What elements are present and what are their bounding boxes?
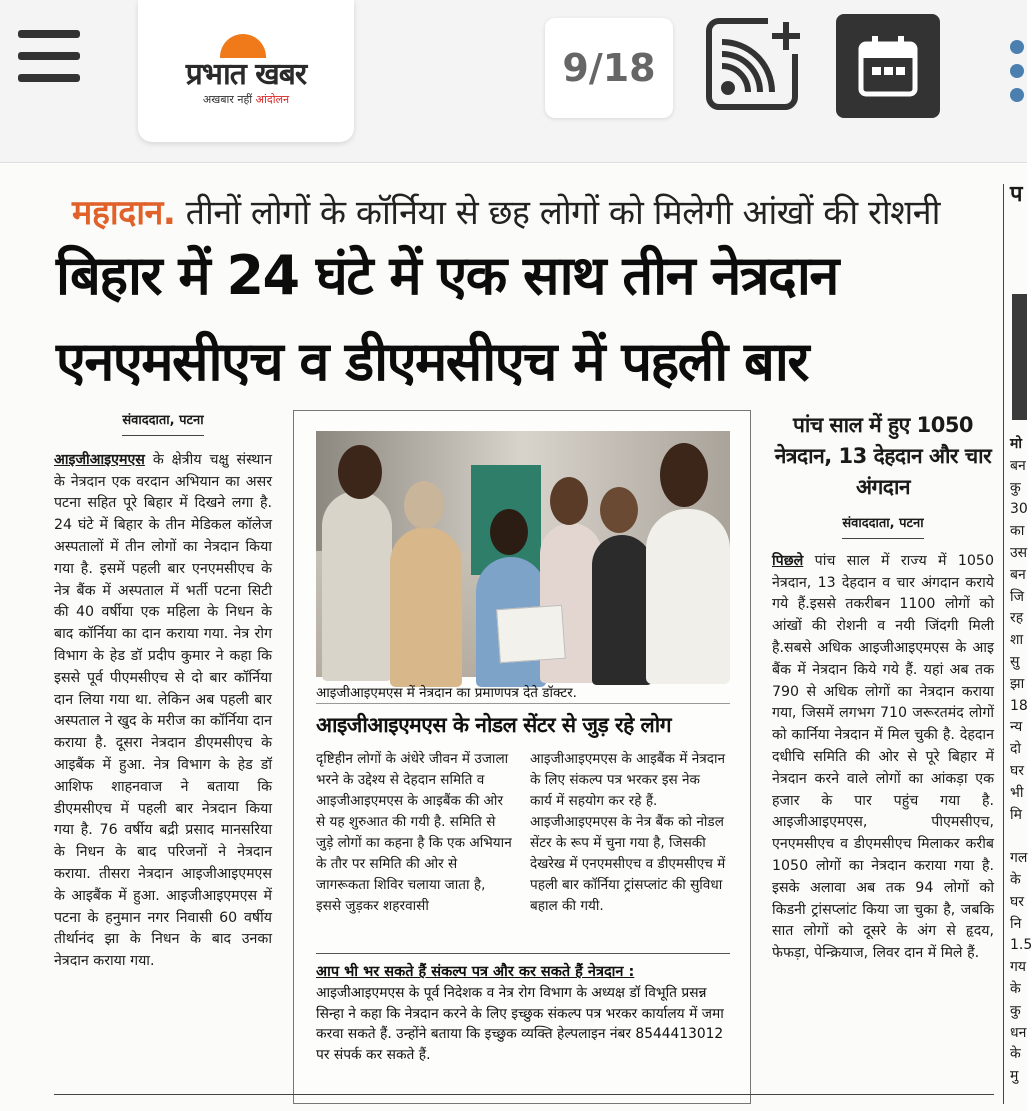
calendar-icon xyxy=(858,35,918,97)
article-kicker xyxy=(72,188,992,234)
bottom-divider xyxy=(54,1094,994,1095)
edge-line: मो xyxy=(1010,436,1022,452)
page-counter[interactable]: 9/18 xyxy=(545,18,673,118)
edge-line: 18 xyxy=(1010,697,1028,714)
logo-tagline: अखबार नहीं आंदोलन xyxy=(202,93,290,106)
edge-line: भी xyxy=(1010,784,1024,801)
edge-line: गल xyxy=(1010,850,1028,867)
column-divider xyxy=(1003,184,1004,1104)
edge-line: के xyxy=(1010,871,1021,888)
edge-line: दो xyxy=(1010,741,1022,758)
certificate xyxy=(496,605,566,663)
box-subheading: आइजीआइएमएस के नोडल सेंटर से जुड़ रहे लोग xyxy=(316,713,672,737)
appeal-body: आइजीआइएमएस के पूर्व निदेशक व नेत्र रोग विभाग के अध्यक्ष डॉ विभूति प्रसन्न सिन्हा ने कहा कि नेत्रदान करने के लिए इच्छुक संकल्प पत्र भरकर कार्यालय में जमा करवा सकते हैं. उन्होंने बताया कि इच्छुक व्यक्ति हेल्पलाइन नंबर 8544413012 पर संपर्क कर सकते हैं. xyxy=(316,985,724,1063)
edge-line: के xyxy=(1010,1046,1021,1063)
right-heading: पांच साल में हुए 1050 नेत्रदान, 13 देहदान और चार अंगदान xyxy=(774,413,992,499)
calendar-button[interactable] xyxy=(836,14,940,118)
article-photo[interactable] xyxy=(316,431,730,677)
edge-line: का xyxy=(1010,523,1025,540)
app-toolbar xyxy=(0,0,1027,163)
appeal-title: आप भी भर सकते हैं संकल्प पत्र और कर सकते हैं नेत्रदान : xyxy=(316,964,635,980)
edge-line: कु xyxy=(1010,1002,1021,1019)
edge-line: सु xyxy=(1010,653,1020,670)
box-divider xyxy=(316,953,730,954)
edge-column-fragment xyxy=(1010,434,1032,1088)
edge-line: बन xyxy=(1010,566,1026,583)
headline-line-2: एनएमसीएच व डीएमसीएच में पहली बार xyxy=(56,330,808,393)
edge-line: मु xyxy=(1010,1068,1019,1085)
box-column-a: दृष्टिहीन लोगों के अंधेरे जीवन में उजाला भरने के उद्देश्य से देहदान समिति व आइजीआइएमएस के आइबैंक की ओर से यह शुरुआत की गयी है. समिति से जुड़े लोगों का कहना है कि एक अभियान के तौर पर समिति की ओर से जागरूकता शिविर चलाया जाता है, इससे जुड़कर शहरवासी xyxy=(316,751,512,914)
edge-line xyxy=(1010,826,1027,848)
right-body: पिछले पांच साल में राज्य में 1050 नेत्रदान, 13 देहदान व चार अंगदान कराये गये हैं.इससे तकरीबन 1100 लोगों को आंखों की रोशनी व नयी जिंदगी मिली है.सबसे अधिक आइजीआइएमएस के आइ बैंक में नेत्रदान किये गये हैं. यहां अब तक 790 से अधिक लोगों का नेत्रदान कराया गया, जिसमें लगभग 710 जरूरतमंद लोगों को कार्निया नेत्रदान में मिल चुकी है. देहदान दधीचि समिति की ओर से पूरे बिहार में नेत्रदान करने वाले लोगों का आंकड़ा एक हजार के पार पहुंच गया है. आइजीआइएमएस, पीएमसीएच, एनएमसीएच व डीएमसीएच मिलाकर करीब 1050 लोगों का नेत्रदान कराया गया है. इसके अलावा अब तक 94 लोगों को किडनी ट्रांसप्लांट किया जा चुका है, जबकि सात लोगों को दूसरे के अंग से हृदय, फेफड़ा, पेन्क्रियाज, लिवर दान में मिले हैं. xyxy=(772,552,994,962)
photo-caption: आइजीआइएमएस में नेत्रदान का प्रमाणपत्र देते डॉक्टर. xyxy=(316,683,730,704)
edge-line: गय xyxy=(1010,959,1027,976)
edge-line: शा xyxy=(1010,632,1024,649)
newspaper-logo[interactable] xyxy=(138,0,354,142)
box-column-b: आइजीआइएमएस के आइबैंक में नेत्रदान के लिए संकल्प पत्र भरकर इस नेक कार्य में सहयोग कर रहे हैं. आइजीआइएमएस के नेत्र बैंक को नोडल सेंटर के रूप में चुना गया है, जिसकी देखरेख में एनएमसीएच व डीएमसीएच में पहली बार कॉर्निया ट्रांसप्लांट की सुविधा बहाल की गयी. xyxy=(530,751,726,914)
more-vertical-icon[interactable] xyxy=(1010,40,1027,112)
edge-line: धन xyxy=(1010,1024,1027,1041)
headline-line-1: बिहार में 24 घंटे में एक साथ तीन नेत्रदान xyxy=(56,244,838,307)
edge-line: मि xyxy=(1010,806,1022,823)
kicker-tag: महादान. xyxy=(72,193,176,233)
edge-line: के xyxy=(1010,980,1021,997)
edge-line: नि xyxy=(1010,915,1022,932)
right-column xyxy=(772,410,994,965)
edge-line: बन xyxy=(1010,457,1026,474)
edge-line: घर xyxy=(1010,893,1024,910)
edge-heading-fragment: प xyxy=(1010,182,1023,207)
left-byline: संवाददाता, पटना xyxy=(122,410,203,436)
left-body: आइजीआइएमएस के क्षेत्रीय चक्षु संस्थान के नेत्रदान एक वरदान अभियान का असर पटना सहित पूरे बिहार में दिखने लगा है. 24 घंटे में बिहार के तीन मेडिकल कॉलेज अस्पतालों में तीन लोगों का नेत्रदान किया गया है. इसमें पहली बार एनएमसीएच के नेत्र बैंक में अस्पताल में भर्ती पटना सिटी की 40 वर्षीया एक महिला के निधन के बाद कॉर्निया का दान कराया गया. नेत्र रोग विभाग के हेड डॉ प्रदीप कुमार ने कहा कि इससे पूर्व पीएमसीएच से दो बार कॉर्निया दान लिया गया था. लेकिन अब पहली बार अस्पताल ने खुद के मरीज का कॉर्निया दान कराया है. दूसरा नेत्रदान डीएमसीएच के आइबैंक में हुआ. नेत्र विभाग के हेड डॉ आशिफ शाहनवाज ने बताया कि डीएमसीएच में पहली बार नेत्रदान किया गया है. 76 वर्षीय बद्री प्रसाद मानसरिया के निधन के बाद परिजनों ने नेत्रदान कराया. तीसरा नेत्रदान आइजीआइएमएस के आइबैंक में हुआ. आइजीआइएमएस में पटना के हनुमान नगर निवासी 60 वर्षीय तीर्थानंद झा के निधन के बाद उनका नेत्रदान कराया गया. xyxy=(54,451,272,970)
edge-line: उस xyxy=(1010,544,1028,561)
edge-line: कु xyxy=(1010,479,1021,496)
edge-line: झा xyxy=(1010,675,1025,692)
logo-text: प्रभात खबर xyxy=(185,57,307,92)
edge-line: 30 xyxy=(1010,501,1028,518)
newspaper-page xyxy=(0,164,1032,1111)
left-column xyxy=(54,410,272,973)
edge-line: जि xyxy=(1010,588,1025,605)
edge-line: घर xyxy=(1010,762,1024,779)
center-box xyxy=(293,410,751,1104)
edge-line: रह xyxy=(1010,610,1024,627)
right-byline: संवाददाता, पटना xyxy=(842,513,923,539)
edge-line: 1.5 xyxy=(1010,937,1032,954)
edge-photo-fragment xyxy=(1012,294,1027,420)
hamburger-menu-icon[interactable] xyxy=(18,30,80,86)
edge-line: न्य xyxy=(1010,719,1023,736)
kicker-text: तीनों लोगों के कॉर्निया से छह लोगों को मिलेगी आंखों की रोशनी xyxy=(175,193,940,233)
rss-add-icon[interactable] xyxy=(706,18,804,110)
